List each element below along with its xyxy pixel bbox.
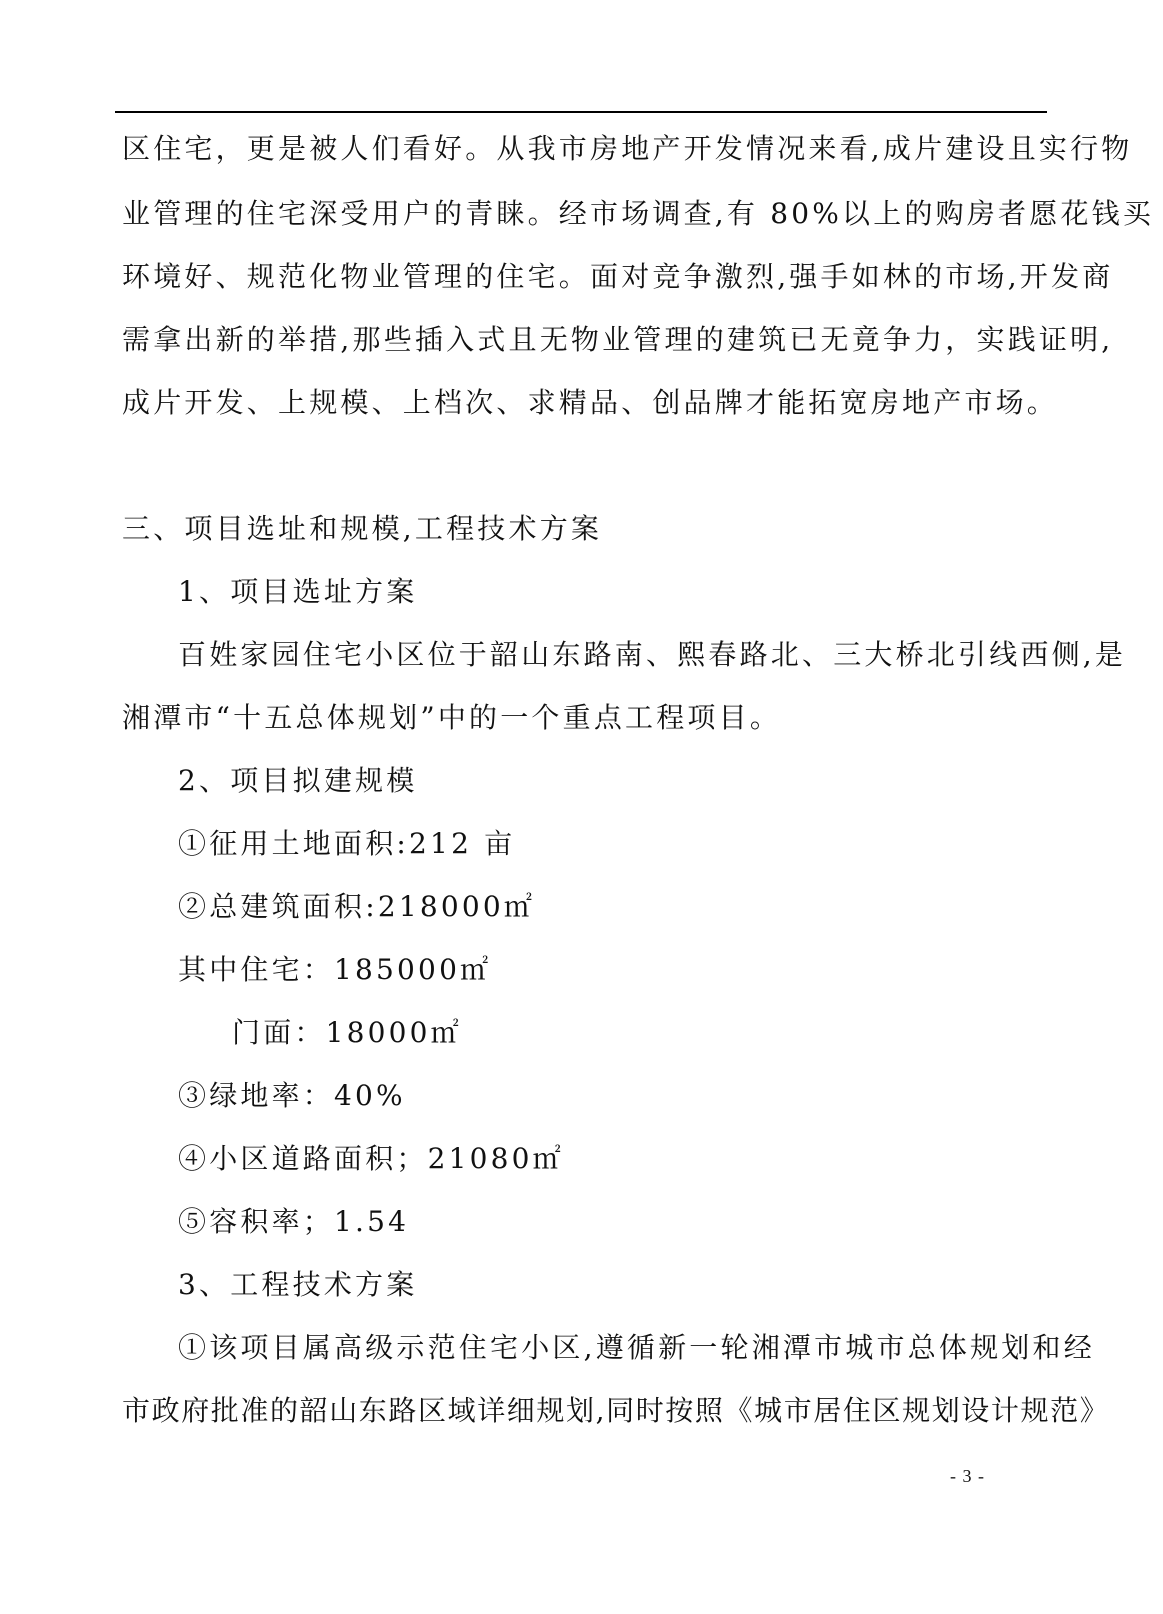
scale-item-total-floor-area: ②总建筑面积:218000㎡ bbox=[178, 890, 536, 923]
section-three-heading: 三、项目选址和规模,工程技术方案 bbox=[122, 512, 603, 545]
paragraph-line-3: 环境好、规范化物业管理的住宅。面对竞争激烈,强手如林的市场,开发商 bbox=[122, 260, 1114, 293]
technical-plan-text-line-1: ①该项目属高级示范住宅小区,遵循新一轮湘潭市城市总体规划和经 bbox=[178, 1331, 1095, 1364]
site-selection-text-line-1: 百姓家园住宅小区位于韶山东路南、熙春路北、三大桥北引线西侧,是 bbox=[178, 638, 1127, 671]
header-rule bbox=[115, 111, 1047, 113]
paragraph-line-4: 需拿出新的举措,那些插入式且无物业管理的建筑已无竟争力，实践证明, bbox=[122, 323, 1114, 356]
scale-item-land-area: ①征用土地面积:212 亩 bbox=[178, 827, 516, 860]
scale-item-plot-ratio: ⑤容积率；1.54 bbox=[178, 1205, 410, 1238]
paragraph-line-1: 区住宅，更是被人们看好。从我市房地产开发情况来看,成片建设且实行物 bbox=[122, 132, 1133, 165]
scale-item-green-ratio: ③绿地率：40% bbox=[178, 1079, 406, 1112]
scale-item-residential: 其中住宅：185000㎡ bbox=[178, 953, 492, 986]
paragraph-line-5: 成片开发、上规模、上档次、求精品、创品牌才能拓宽房地产市场。 bbox=[122, 386, 1059, 419]
technical-plan-heading: 3、工程技术方案 bbox=[178, 1268, 418, 1301]
technical-plan-text-line-2: 市政府批准的韶山东路区域详细规划,同时按照《城市居住区规划设计规范》 bbox=[122, 1394, 1110, 1427]
scale-heading: 2、项目拟建规模 bbox=[178, 764, 418, 797]
paragraph-line-2: 业管理的住宅深受用户的青睐。经市场调查,有 80%以上的购房者愿花钱买 bbox=[122, 197, 1155, 230]
site-selection-text-line-2: 湘潭市“十五总体规划”中的一个重点工程项目。 bbox=[122, 701, 782, 734]
scale-item-road-area: ④小区道路面积；21080㎡ bbox=[178, 1142, 564, 1175]
page-number: - 3 - bbox=[950, 1466, 985, 1486]
scale-item-storefront: 门面：18000㎡ bbox=[232, 1016, 462, 1049]
site-selection-heading: 1、项目选址方案 bbox=[178, 575, 418, 608]
